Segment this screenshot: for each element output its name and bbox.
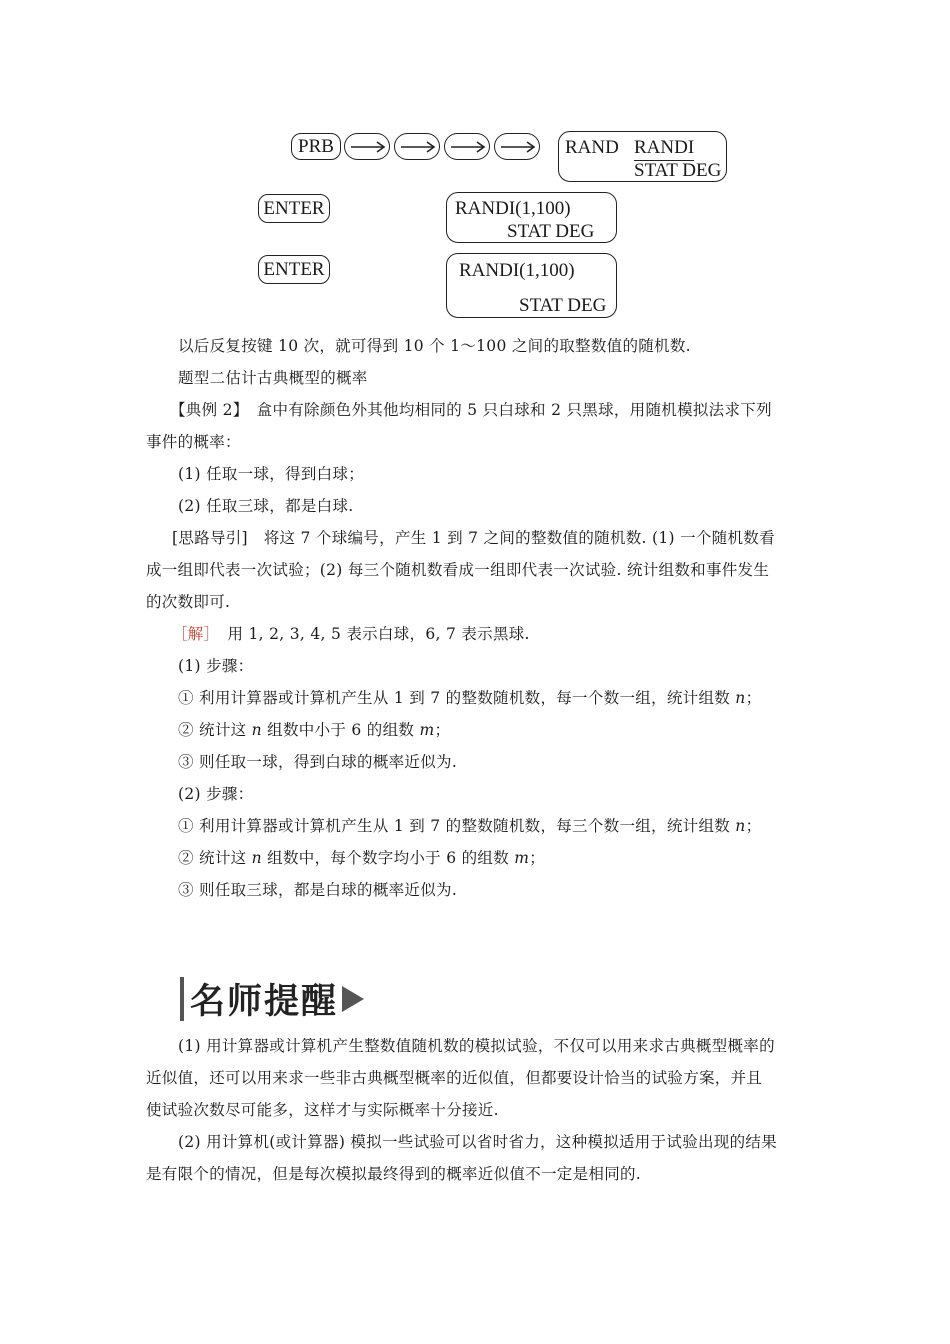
- hint-line-2: 成一组即代表一次试验；(2) 每三个随机数看成一组即代表一次试验. 统计组数和事件发生: [146, 561, 770, 579]
- right-arrow-icon: [499, 140, 537, 154]
- menu-option-rand: RAND: [565, 137, 619, 158]
- repeat-instruction: 以后反复按键 10 次，就可得到 10 个 1～100 之间的取整数值的随机数.: [178, 337, 691, 355]
- enter-key-2[interactable]: ENTER: [258, 255, 330, 284]
- hint-line-1: [思路导引] 将这 7 个球编号，产生 1 到 7 之间的整数值的随机数. (1) 一个随机数看: [172, 529, 775, 547]
- tip1-line-2: 近似值，还可以用来求一些非古典概型概率的近似值，但都要设计恰当的试验方案，并且: [146, 1069, 763, 1087]
- screen-status: STAT DEG: [634, 160, 722, 181]
- right-arrow-icon: [349, 140, 387, 154]
- step1-heading: (1) 步骤：: [178, 657, 254, 675]
- step2-item-c: ③ 则任取三球，都是白球的概率近似为.: [178, 881, 458, 899]
- screen-status: STAT DEG: [519, 295, 607, 316]
- step1-item-b: ② 统计这 n 组数中小于 6 的组数 m；: [178, 721, 451, 739]
- tip2-line-1: (2) 用计算机(或计算器) 模拟一些试验可以省时省力，这种模拟适用于试验出现的结果: [178, 1133, 778, 1151]
- question-2: (2) 任取三球，都是白球.: [178, 497, 354, 515]
- calculator-screen-menu: [558, 131, 727, 182]
- arrow-key-2[interactable]: [394, 133, 440, 160]
- calculator-screen-2: [446, 192, 617, 243]
- step2-item-b: ② 统计这 n 组数中，每个数字均小于 6 的组数 m；: [178, 849, 546, 867]
- prb-key[interactable]: PRB: [291, 133, 341, 160]
- arrow-key-1[interactable]: [344, 133, 390, 160]
- callout-bar: [180, 977, 184, 1021]
- example-line-1: [170, 400, 772, 420]
- section-title: 题型二估计古典概型的概率: [178, 369, 368, 387]
- step1-item-a: ① 利用计算器或计算机产生从 1 到 7 的整数随机数，每一个数一组，统计组数 n；: [178, 689, 762, 707]
- solution-label: ［解］: [172, 625, 212, 643]
- solution-intro: [172, 624, 530, 644]
- hint-line-3: 的次数即可.: [146, 593, 231, 611]
- example-label: 【典例 2】: [170, 401, 241, 419]
- arrow-key-3[interactable]: [444, 133, 490, 160]
- menu-option-randi: RANDI: [634, 137, 694, 161]
- triangle-right-icon: [342, 986, 364, 1012]
- screen-expression: RANDI(1,100): [459, 260, 575, 281]
- arrow-key-4[interactable]: [494, 133, 540, 160]
- tip1-line-1: (1) 用计算器或计算机产生整数值随机数的模拟试验，不仅可以用来求古典概型概率的: [178, 1037, 775, 1055]
- tip2-line-2: 是有限个的情况，但是每次模拟最终得到的概率近似值不一定是相同的.: [146, 1165, 642, 1183]
- step2-item-a: ① 利用计算器或计算机产生从 1 到 7 的整数随机数，每三个数一组，统计组数 n；: [178, 817, 762, 835]
- step1-item-c: ③ 则任取一球，得到白球的概率近似为.: [178, 753, 458, 771]
- tip1-line-3: 使试验次数尽可能多，这样才与实际概率十分接近.: [146, 1101, 499, 1119]
- screen-expression: RANDI(1,100): [455, 198, 571, 219]
- example-line-2: 事件的概率：: [146, 433, 241, 451]
- callout-title: 名师提醒: [190, 982, 339, 1022]
- teacher-tips-header: [180, 976, 364, 1022]
- step2-heading: (2) 步骤：: [178, 785, 254, 803]
- right-arrow-icon: [399, 140, 437, 154]
- solution-text: 用 1, 2, 3, 4, 5 表示白球，6, 7 表示黑球.: [211, 625, 530, 643]
- screen-status: STAT DEG: [507, 221, 595, 242]
- question-1: (1) 任取一球，得到白球；: [178, 465, 365, 483]
- example-text: 盒中有除颜色外其他均相同的 5 只白球和 2 只黑球，用随机模拟法求下列: [240, 401, 772, 419]
- calculator-screen-3: [446, 253, 617, 318]
- right-arrow-icon: [449, 140, 487, 154]
- enter-key-1[interactable]: ENTER: [258, 194, 330, 223]
